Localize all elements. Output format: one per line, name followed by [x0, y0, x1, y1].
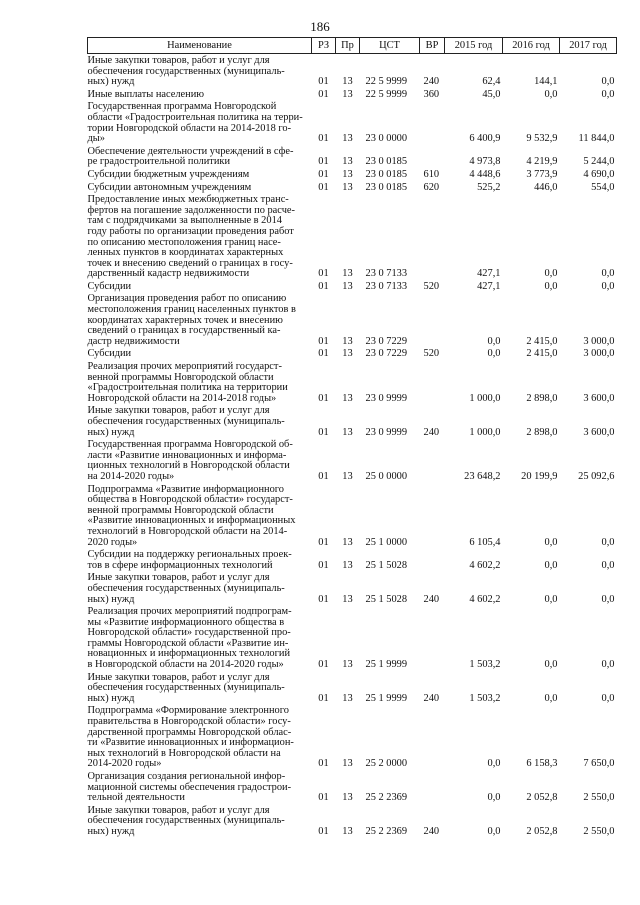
row-vr	[420, 360, 445, 404]
row-2015: 525,2	[477, 181, 501, 193]
row-2016: 0,0	[544, 692, 558, 704]
table-row	[88, 280, 617, 293]
row-2017: 3 600,0	[583, 426, 615, 438]
table-row	[88, 360, 617, 404]
row-cst: 25 1 9999	[365, 659, 408, 671]
row-2017: 2 550,0	[583, 792, 615, 804]
row-2016: 2 052,8	[526, 825, 558, 837]
col-header-name: Наименование	[88, 38, 312, 54]
table-row	[88, 193, 617, 280]
row-2016: 2 052,8	[526, 792, 558, 804]
row-2015: 1 503,2	[469, 659, 501, 671]
row-pr: 13	[342, 133, 353, 145]
row-cst: 23 0 7229	[365, 335, 408, 347]
row-cst: 23 0 0185	[365, 156, 408, 168]
row-cst: 25 1 5028	[365, 593, 408, 605]
row-2016: 0,0	[544, 268, 558, 280]
row-2016: 0,0	[544, 593, 558, 605]
row-pr: 13	[342, 335, 353, 347]
row-pr: 13	[342, 593, 353, 605]
row-name: Предоставление иных межбюджетных транс- фертов на погашение задолженности по расче- там с подрядчиками за выполненные в 2014 году работы по организации проведения работ по описанию местоположения границ насе- ленных пунктов в координатах характерных точек и внесению сведений о границах в госу- дарственный кадастр недвижимости	[87, 194, 295, 280]
row-pr: 13	[342, 426, 353, 438]
row-pr: 13	[342, 659, 353, 671]
row-2015: 62,4	[482, 76, 501, 88]
row-vr: 240	[423, 692, 440, 704]
row-2015: 0,0	[487, 335, 501, 347]
row-2016: 2 415,0	[526, 348, 558, 360]
row-2016: 0,0	[544, 659, 558, 671]
row-cst: 22 5 9999	[365, 76, 408, 88]
row-rz: 01	[318, 268, 329, 280]
row-cst: 25 0 0000	[365, 470, 408, 482]
row-2016: 0,0	[544, 88, 558, 100]
row-pr: 13	[342, 76, 353, 88]
row-name: Государственная программа Новгородской области «Градостроительная политика на терри- тории Новгородской области на 2014-2018 го- ды»	[87, 101, 303, 145]
row-2017: 0,0	[601, 659, 615, 671]
row-cst: 23 0 7133	[365, 280, 408, 292]
row-name: Подпрограмма «Развитие информационного общества в Новгородской области» государст- венной программы Новгородской области «Развитие инновационных и информационных технологий в Новгородской области на 2014- 2020 годы»	[87, 483, 296, 548]
row-rz: 01	[318, 692, 329, 704]
row-cst: 23 0 9999	[365, 426, 408, 438]
row-2017: 3 000,0	[583, 335, 615, 347]
row-2016: 0,0	[544, 536, 558, 548]
row-cst: 25 2 2369	[365, 825, 408, 837]
row-name: Государственная программа Новгородской об- ласти «Развитие инновационных и информа- ционных технологий в Новгородской области на 2014-2020 годы»	[87, 439, 293, 482]
row-vr: 240	[423, 825, 440, 837]
row-2015: 6 105,4	[469, 536, 501, 548]
row-2015: 427,1	[477, 268, 501, 280]
row-name: Иные выплаты населению	[87, 88, 205, 100]
table-row	[88, 671, 617, 705]
col-header-cst: ЦСТ	[360, 38, 420, 54]
row-cst: 25 2 0000	[365, 758, 408, 770]
table-row	[88, 483, 617, 549]
row-rz: 01	[318, 181, 329, 193]
row-rz: 01	[318, 426, 329, 438]
row-cst: 23 0 7229	[365, 348, 408, 360]
row-cst: 25 1 0000	[365, 536, 408, 548]
table-row	[88, 181, 617, 194]
row-cst: 23 0 7133	[365, 268, 408, 280]
row-2017: 0,0	[601, 559, 615, 571]
row-name: Иные закупки товаров, работ и услуг для обеспечения государственных (муниципаль- ных) нужд	[87, 55, 285, 88]
table-row	[88, 145, 617, 168]
row-vr: 520	[423, 348, 440, 360]
row-rz: 01	[318, 348, 329, 360]
row-vr	[420, 605, 445, 671]
row-name: Субсидии	[87, 348, 132, 360]
col-header-2015: 2015 год	[445, 38, 503, 54]
row-name: Организация создания региональной инфор- мационной системы обеспечения градострои- тельной деятельности	[87, 771, 292, 804]
row-2016: 144,1	[534, 76, 558, 88]
row-2017: 0,0	[601, 536, 615, 548]
row-cst: 22 5 9999	[365, 88, 408, 100]
row-2016: 3 773,9	[526, 168, 558, 180]
row-2015: 0,0	[487, 758, 501, 770]
row-name: Реализация прочих мероприятий подпрограм- мы «Развитие информационного общества в Новгородской области» государственной про- граммы Новгородской области «Развитие ин- новационных и информационных технологий в Новгородской области на 2014-2020 годы»	[87, 606, 292, 671]
row-2017: 7 650,0	[583, 758, 615, 770]
row-2017: 3 600,0	[583, 392, 615, 404]
row-2016: 9 532,9	[526, 133, 558, 145]
table-row	[88, 88, 617, 101]
col-header-rz: РЗ	[312, 38, 336, 54]
row-vr: 240	[423, 76, 440, 88]
row-pr: 13	[342, 470, 353, 482]
row-vr	[420, 438, 445, 482]
row-2017: 4 690,0	[583, 168, 615, 180]
row-pr: 13	[342, 758, 353, 770]
row-2015: 6 400,9	[469, 133, 501, 145]
row-name: Субсидии на поддержку региональных проек- тов в сфере информационных технологий	[87, 549, 292, 571]
row-2016: 0,0	[544, 559, 558, 571]
row-2015: 0,0	[487, 792, 501, 804]
row-cst: 25 1 9999	[365, 692, 408, 704]
row-name: Иные закупки товаров, работ и услуг для обеспечения государственных (муниципаль- ных) нужд	[87, 804, 285, 837]
row-rz: 01	[318, 559, 329, 571]
row-2015: 427,1	[477, 280, 501, 292]
row-2015: 23 648,2	[464, 470, 501, 482]
table-row	[88, 571, 617, 605]
row-name: Субсидии	[87, 280, 132, 292]
table-row	[88, 548, 617, 571]
table-row	[88, 770, 617, 804]
row-cst: 25 1 5028	[365, 559, 408, 571]
row-name: Организация проведения работ по описанию местоположения границ населенных пунктов в координатах характерных точек и внесению сведений о границах в государственный ка- дастр недвижимости	[87, 293, 296, 347]
row-cst: 25 2 2369	[365, 792, 408, 804]
row-vr: 620	[423, 181, 440, 193]
row-pr: 13	[342, 392, 353, 404]
col-header-pr: Пр	[336, 38, 360, 54]
row-cst: 23 0 0000	[365, 133, 408, 145]
row-2016: 446,0	[534, 181, 558, 193]
row-2015: 0,0	[487, 348, 501, 360]
table-row	[88, 168, 617, 181]
table-row	[88, 292, 617, 347]
row-2017: 0,0	[601, 593, 615, 605]
row-2016: 20 199,9	[521, 470, 558, 482]
row-2017: 0,0	[601, 88, 615, 100]
col-header-vr: ВР	[420, 38, 445, 54]
row-vr: 240	[423, 593, 440, 605]
row-2015: 4 448,6	[469, 168, 501, 180]
row-name: Реализация прочих мероприятий государст- венной программы Новгородской области «Градостроительная политика на территории Новгородской области на 2014-2018 годы»	[87, 361, 288, 404]
row-name: Иные закупки товаров, работ и услуг для обеспечения государственных (муниципаль- ных) нужд	[87, 671, 285, 704]
row-rz: 01	[318, 335, 329, 347]
row-rz: 01	[318, 133, 329, 145]
row-2017: 0,0	[601, 692, 615, 704]
row-name: Субсидии автономным учреждениям	[87, 181, 252, 193]
row-vr	[420, 100, 445, 144]
row-name: Иные закупки товаров, работ и услуг для обеспечения государственных (муниципаль- ных) нужд	[87, 572, 285, 605]
row-rz: 01	[318, 88, 329, 100]
col-header-2017: 2017 год	[560, 38, 617, 54]
table-body	[88, 54, 617, 838]
row-rz: 01	[318, 280, 329, 292]
table-row	[88, 347, 617, 360]
row-vr: 520	[423, 280, 440, 292]
row-rz: 01	[318, 536, 329, 548]
row-pr: 13	[342, 692, 353, 704]
row-2015: 0,0	[487, 825, 501, 837]
row-2015: 4 602,2	[469, 559, 501, 571]
table-row	[88, 605, 617, 671]
row-2017: 2 550,0	[583, 825, 615, 837]
row-rz: 01	[318, 470, 329, 482]
row-rz: 01	[318, 825, 329, 837]
row-2015: 1 000,0	[469, 392, 501, 404]
page-number: 186	[310, 19, 330, 34]
row-pr: 13	[342, 825, 353, 837]
table-row	[88, 704, 617, 770]
budget-table	[87, 37, 617, 838]
row-pr: 13	[342, 280, 353, 292]
row-pr: 13	[342, 156, 353, 168]
row-2015: 4 973,8	[469, 156, 501, 168]
row-2015: 45,0	[482, 88, 501, 100]
row-vr	[420, 483, 445, 549]
row-name: Подпрограмма «Формирование электронного правительства в Новгородской области» госу- дарственной программы Новгородской облас- ти «Развитие инновационных и информацион- ных технологий в Новгородской области на 2014-2020 годы»	[87, 705, 294, 770]
row-pr: 13	[342, 181, 353, 193]
row-2016: 0,0	[544, 280, 558, 292]
row-2016: 6 158,3	[526, 758, 558, 770]
table-row	[88, 100, 617, 144]
row-2017: 0,0	[601, 268, 615, 280]
row-vr	[420, 193, 445, 280]
table-row	[88, 54, 617, 88]
row-pr: 13	[342, 88, 353, 100]
row-2017: 0,0	[601, 280, 615, 292]
row-pr: 13	[342, 792, 353, 804]
row-2017: 0,0	[601, 76, 615, 88]
row-name: Иные закупки товаров, работ и услуг для обеспечения государственных (муниципаль- ных) нужд	[87, 405, 285, 438]
row-2016: 2 415,0	[526, 335, 558, 347]
row-2016: 4 219,9	[526, 156, 558, 168]
row-rz: 01	[318, 168, 329, 180]
row-2017: 3 000,0	[583, 348, 615, 360]
row-pr: 13	[342, 559, 353, 571]
table-row	[88, 804, 617, 838]
row-pr: 13	[342, 348, 353, 360]
row-2015: 4 602,2	[469, 593, 501, 605]
row-vr	[420, 292, 445, 347]
table-row	[88, 438, 617, 482]
row-pr: 13	[342, 268, 353, 280]
row-vr	[420, 145, 445, 168]
row-2016: 2 898,0	[526, 392, 558, 404]
row-rz: 01	[318, 156, 329, 168]
row-rz: 01	[318, 758, 329, 770]
row-2015: 1 503,2	[469, 692, 501, 704]
row-2015: 1 000,0	[469, 426, 501, 438]
row-2017: 5 244,0	[583, 156, 615, 168]
row-vr	[420, 770, 445, 804]
row-cst: 23 0 0185	[365, 181, 408, 193]
col-header-2016: 2016 год	[503, 38, 560, 54]
row-rz: 01	[318, 392, 329, 404]
table-header-row	[88, 38, 617, 54]
row-name: Субсидии бюджетным учреждениям	[87, 168, 250, 180]
row-vr: 610	[423, 168, 440, 180]
row-rz: 01	[318, 659, 329, 671]
row-pr: 13	[342, 168, 353, 180]
row-2016: 2 898,0	[526, 426, 558, 438]
row-pr: 13	[342, 536, 353, 548]
row-cst: 23 0 9999	[365, 392, 408, 404]
row-vr	[420, 704, 445, 770]
row-vr: 360	[423, 88, 440, 100]
row-name: Обеспечение деятельности учреждений в сфе- ре градостроительной политики	[87, 145, 294, 168]
row-rz: 01	[318, 792, 329, 804]
row-2017: 554,0	[591, 181, 615, 193]
row-vr	[420, 548, 445, 571]
row-cst: 23 0 0185	[365, 168, 408, 180]
row-rz: 01	[318, 76, 329, 88]
row-2017: 11 844,0	[578, 133, 615, 145]
row-2017: 25 092,6	[578, 470, 615, 482]
row-rz: 01	[318, 593, 329, 605]
row-vr: 240	[423, 426, 440, 438]
table-row	[88, 404, 617, 438]
